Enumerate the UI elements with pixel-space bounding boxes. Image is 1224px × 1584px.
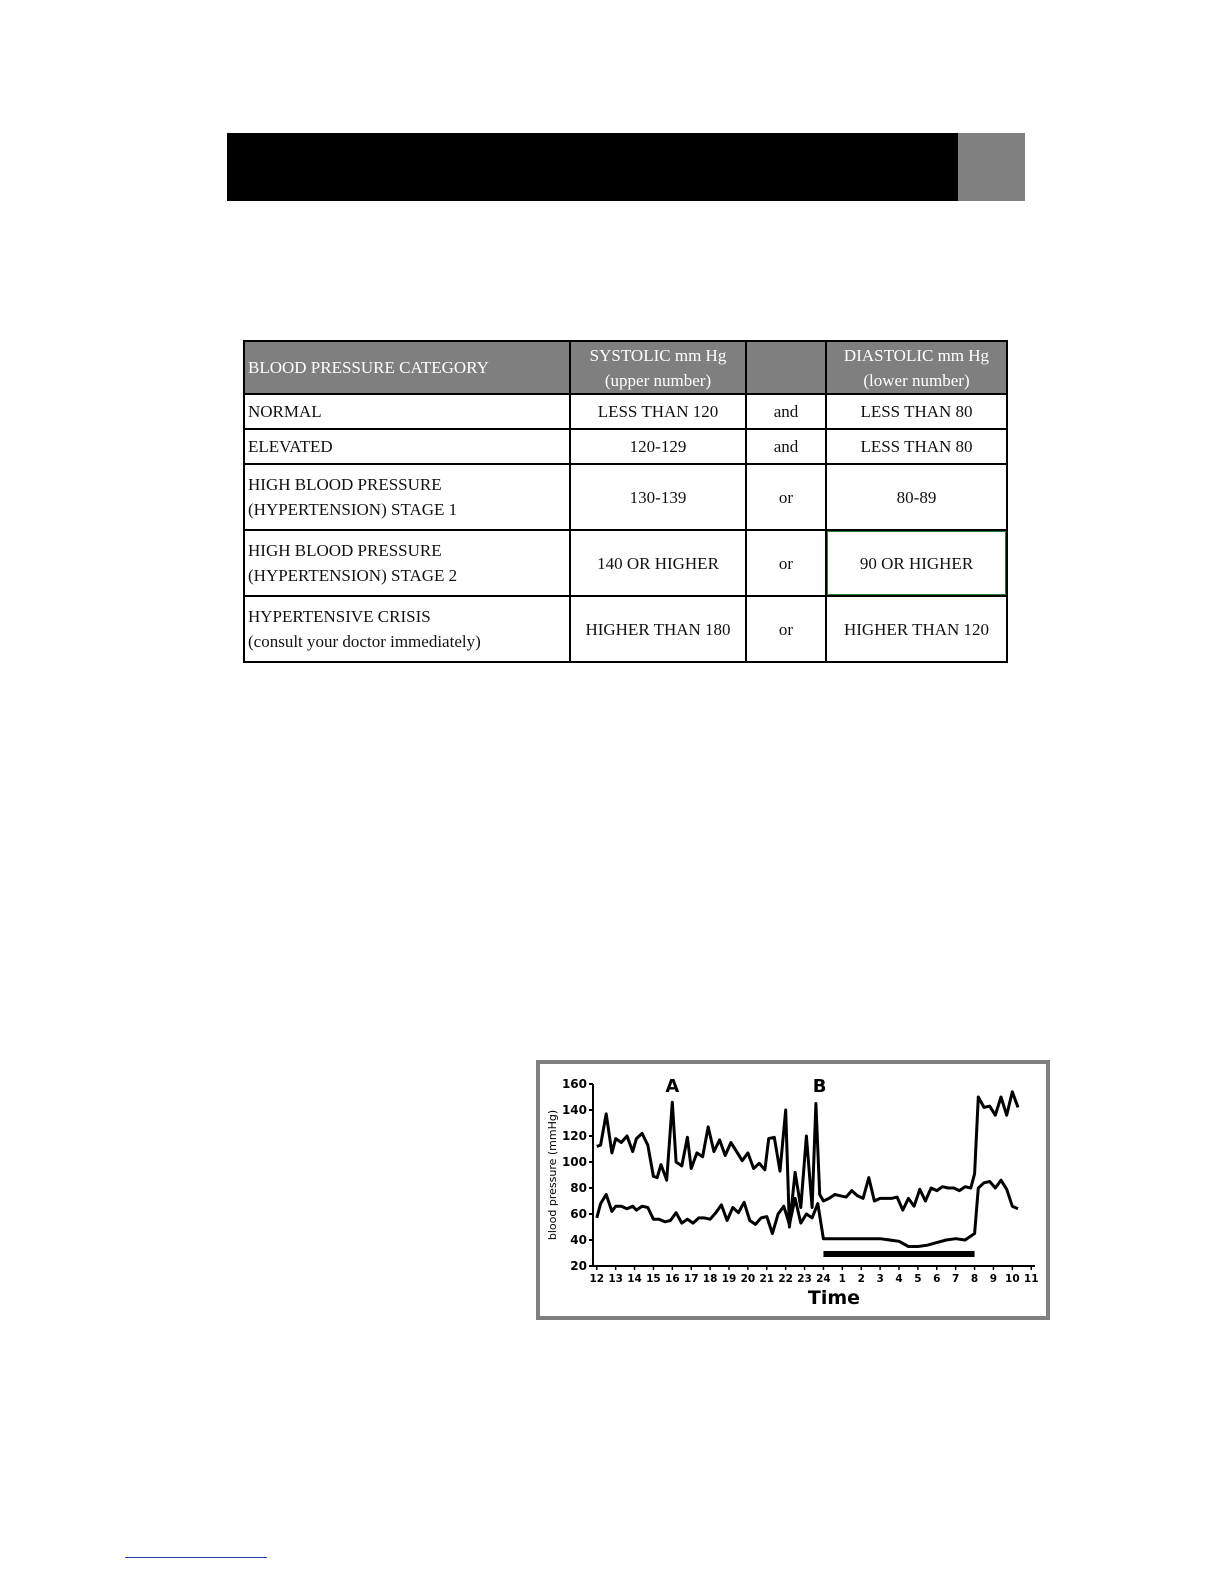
diastolic-cell-selected[interactable]: 90 OR HIGHER <box>826 530 1007 596</box>
y-tick-label: 60 <box>570 1207 587 1221</box>
x-axis-label: Time <box>807 1287 861 1309</box>
x-tick-label: 19 <box>721 1273 737 1285</box>
header-tab <box>958 133 1025 201</box>
x-tick-label: 11 <box>1023 1273 1039 1285</box>
y-tick-label: 100 <box>561 1155 587 1169</box>
annotation-label: B <box>812 1076 827 1097</box>
category-cell: HYPERTENSIVE CRISIS (consult your doctor immediately) <box>244 596 570 662</box>
table-row <box>244 530 1007 596</box>
bp-chart-frame <box>536 1060 1050 1320</box>
footnote-rule <box>125 1557 267 1558</box>
x-tick-label: 7 <box>952 1273 960 1285</box>
conjunction-cell: and <box>746 429 826 464</box>
conjunction-cell: or <box>746 596 826 662</box>
header-conjunction <box>746 341 826 394</box>
table-row <box>244 596 1007 662</box>
x-tick-label: 20 <box>740 1273 756 1285</box>
x-tick-label: 4 <box>895 1273 903 1285</box>
diastolic-series-line <box>597 1180 1018 1246</box>
x-tick-label: 8 <box>970 1273 979 1285</box>
blood-pressure-table <box>243 340 1008 663</box>
header-systolic: SYSTOLIC mm Hg (upper number) <box>570 341 746 394</box>
header-diastolic: DIASTOLIC mm Hg (lower number) <box>826 341 1007 394</box>
x-tick-label: 22 <box>778 1273 793 1285</box>
sleep-period-bar <box>823 1251 974 1257</box>
bp-chart <box>540 1064 1046 1316</box>
diastolic-cell: HIGHER THAN 120 <box>826 596 1007 662</box>
category-cell: HIGH BLOOD PRESSURE (HYPERTENSION) STAGE 1 <box>244 464 570 530</box>
table-row <box>244 429 1007 464</box>
annotation-label: A <box>665 1076 680 1097</box>
header-bar <box>227 133 958 201</box>
conjunction-cell: or <box>746 464 826 530</box>
x-tick-label: 21 <box>759 1273 775 1285</box>
x-tick-label: 24 <box>816 1273 831 1285</box>
x-tick-label: 13 <box>608 1273 623 1285</box>
x-tick-label: 10 <box>1005 1273 1020 1285</box>
y-tick-label: 20 <box>570 1259 587 1273</box>
x-tick-label: 17 <box>683 1273 699 1285</box>
x-tick-label: 3 <box>876 1273 884 1285</box>
y-axis-label: blood pressure (mmHg) <box>546 1109 559 1241</box>
x-tick-label: 18 <box>702 1273 718 1285</box>
systolic-cell: 130-139 <box>570 464 746 530</box>
x-tick-label: 6 <box>933 1273 941 1285</box>
y-tick-label: 140 <box>561 1103 587 1117</box>
systolic-cell: LESS THAN 120 <box>570 394 746 429</box>
x-tick-label: 5 <box>914 1273 922 1285</box>
table-row <box>244 394 1007 429</box>
category-cell: NORMAL <box>244 394 570 429</box>
y-tick-label: 80 <box>570 1181 587 1195</box>
x-tick-label: 9 <box>989 1273 998 1285</box>
systolic-cell: HIGHER THAN 180 <box>570 596 746 662</box>
category-cell: HIGH BLOOD PRESSURE (HYPERTENSION) STAGE 2 <box>244 530 570 596</box>
table-row <box>244 464 1007 530</box>
diastolic-cell: 80-89 <box>826 464 1007 530</box>
x-tick-label: 1 <box>838 1273 846 1285</box>
conjunction-cell: or <box>746 530 826 596</box>
table-header-row <box>244 341 1007 394</box>
diastolic-cell: LESS THAN 80 <box>826 394 1007 429</box>
y-tick-label: 160 <box>561 1077 587 1091</box>
x-tick-label: 23 <box>797 1273 812 1285</box>
x-tick-label: 2 <box>857 1273 865 1285</box>
x-tick-label: 15 <box>646 1273 661 1285</box>
header-category: BLOOD PRESSURE CATEGORY <box>244 341 570 394</box>
y-tick-label: 120 <box>561 1129 587 1143</box>
systolic-cell: 120-129 <box>570 429 746 464</box>
systolic-cell: 140 OR HIGHER <box>570 530 746 596</box>
x-tick-label: 16 <box>665 1273 680 1285</box>
conjunction-cell: and <box>746 394 826 429</box>
x-tick-label: 12 <box>589 1273 605 1285</box>
y-tick-label: 40 <box>570 1233 587 1247</box>
diastolic-cell: LESS THAN 80 <box>826 429 1007 464</box>
x-tick-label: 14 <box>627 1273 642 1285</box>
systolic-series-line <box>597 1092 1018 1227</box>
category-cell: ELEVATED <box>244 429 570 464</box>
